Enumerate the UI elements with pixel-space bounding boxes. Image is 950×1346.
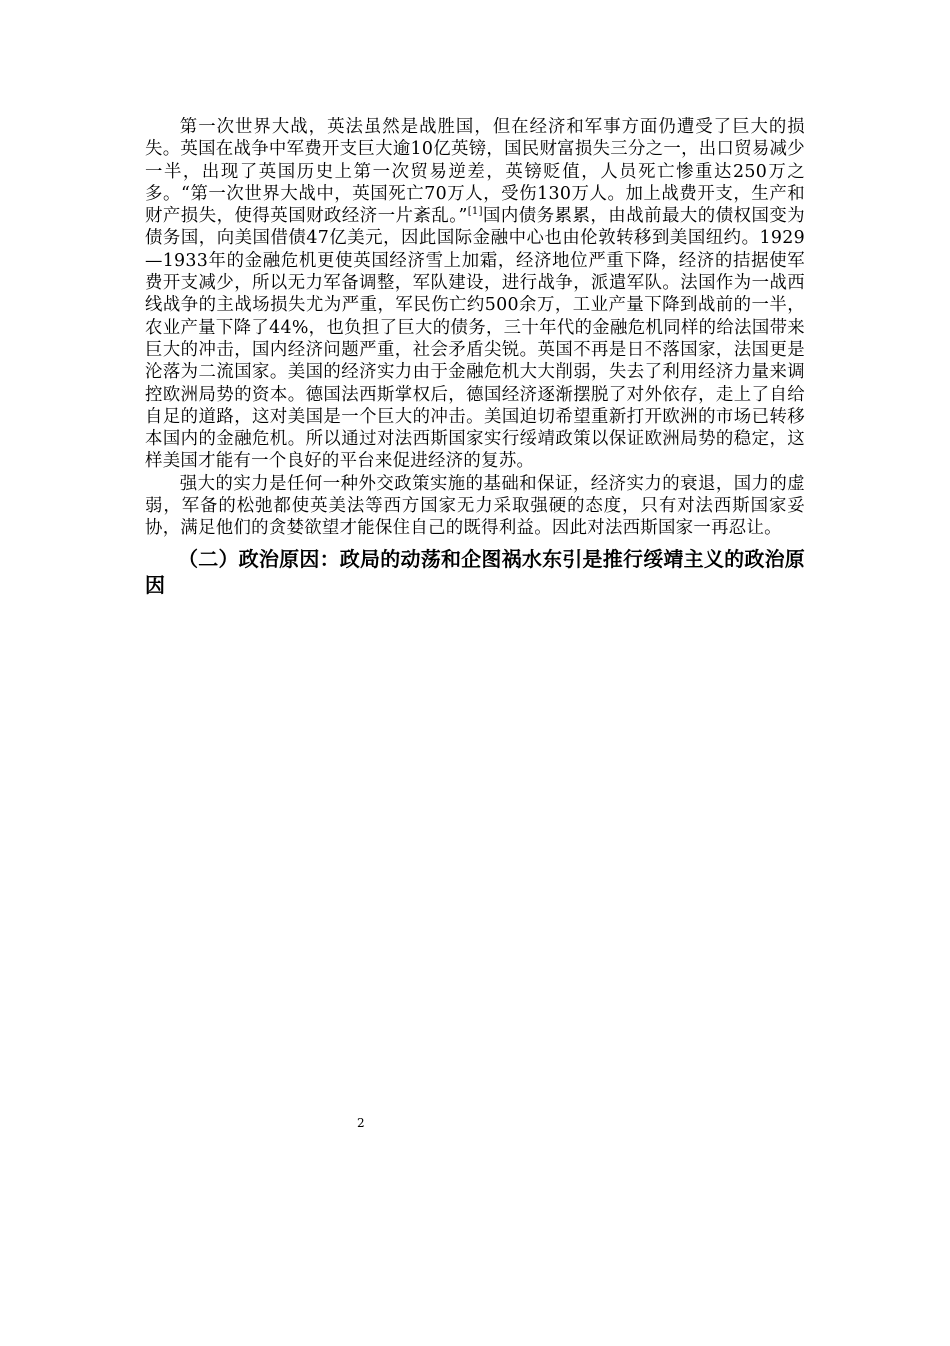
- paragraph-economic-losses: [145, 116, 805, 473]
- document-body: [145, 116, 805, 598]
- section-heading-political-reasons: （二）政治原因：政局的动荡和企图祸水东引是推行绥靖主义的政治原因: [145, 546, 805, 597]
- page-number: 2: [357, 1116, 365, 1130]
- paragraph-text-after-citation: 国内债务累累，由战前最大的债权国变为债务国，向美国借债47亿美元，因此国际金融中心也由伦敦转移到美国纽约。1929—1933年的金融危机更使英国经济雪上加霜，经济地位严重下降，经济的拮据使军费开支减少，所以无力军备调整，军队建设，进行战争，派遣军队。法国作为一战西线战争的主战场损失尤为严重，军民伤亡约500余万，工业产量下降到战前的一半，农业产量下降了44%，也负担了巨大的债务，三十年代的金融危机同样的给法国带来巨大的冲击，国内经济问题严重，社会矛盾尖锐。英国不再是日不落国家，法国更是沦落为二流国家。美国的经济实力由于金融危机大大削弱，失去了利用经济力量来调控欧洲局势的资本。德国法西斯掌权后，德国经济逐渐摆脱了对外依存，走上了自给自足的道路，这对美国是一个巨大的冲击。美国迫切希望重新打开欧洲的市场已转移本国内的金融危机。所以通过对法西斯国家实行绥靖政策以保证欧洲局势的稳定，这样美国才能有一个良好的平台来促进经济的复苏。: [145, 206, 805, 472]
- paragraph-strength-foundation: 强大的实力是任何一种外交政策实施的基础和保证，经济实力的衰退，国力的虚弱，军备的松弛都使英美法等西方国家无力采取强硬的态度，只有对法西斯国家妥协，满足他们的贪婪欲望才能保住自己的既得利益。因此对法西斯国家一再忍让。: [145, 473, 805, 539]
- paragraph-text-before-citation: 第一次世界大战，英法虽然是战胜国，但在经济和军事方面仍遭受了巨大的损失。英国在战争中军费开支巨大逾10亿英镑，国民财富损失三分之一，出口贸易减少一半，出现了英国历史上第一次贸易逆差，英镑贬值，人员死亡惨重达250万之多。“第一次世界大战中，英国死亡70万人，受伤130万人。加上战费开支，生产和财产损失，使得英国财政经济一片紊乱。”: [145, 117, 805, 227]
- citation-marker: [1]: [467, 206, 483, 218]
